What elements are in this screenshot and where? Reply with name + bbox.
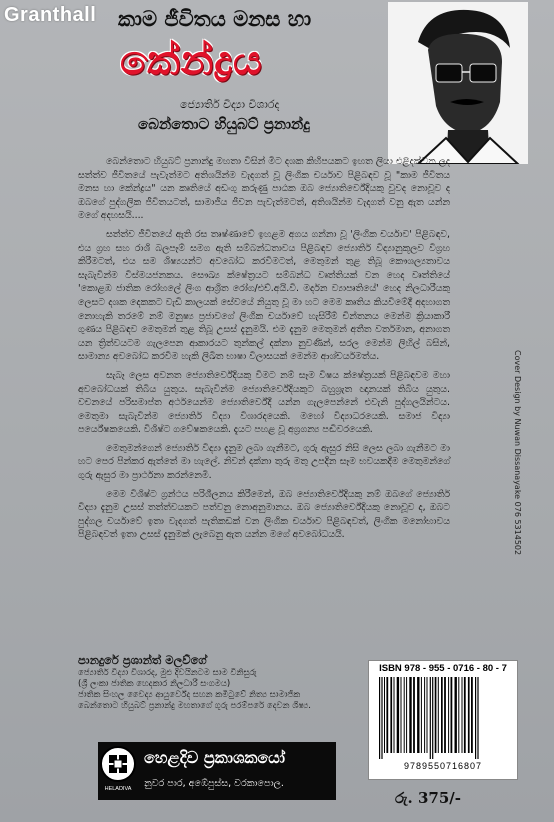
barcode-bar — [462, 677, 463, 753]
barcode-bar — [427, 677, 428, 753]
logo-wordmark: HELADIVA — [104, 786, 132, 792]
barcode-bar — [401, 677, 402, 753]
barcode-bar — [379, 677, 380, 759]
reviewer-credential: බෙන්තොට හියුබට් ප්‍රනාන්දු මහතාගේ ගුරු පරම්පරේ දෙවන ශිෂ්‍ය. — [78, 701, 311, 711]
barcode-bar — [458, 677, 459, 753]
author-portrait — [388, 2, 528, 164]
publisher-logo — [98, 745, 138, 793]
barcode-bar — [441, 677, 443, 753]
blurb-paragraph: මෙම විශිෂ්ට ග්‍රන්ථය පරිශීලනය කිරීමෙන්, ඔබ ජ්‍යොතිර්වේදියකු නම් ඔබගේ ජ්‍යොතිර් විද්‍යා දැනුම උසස් තත්ත්වයකට පත්වනු නොඅනුමානය. ඔබ ජ්‍යොතිර්වේදියකු නොවූව ද, ඔබට පුද්ගල චර්යාවේ ඉතා වැදගත් පැතිකඩක් වන ලිංගික චර්යාව පිළිබඳවත්, ලිංගික මනෝභාවය පිළිබඳවත් ඉතා උසස් දැනුමක් ලැබෙනු ඇත යන්න මගේ අවබෝධයයි. — [78, 488, 450, 541]
barcode-bar — [464, 677, 466, 753]
barcode-bar — [475, 677, 476, 759]
barcode-bar — [390, 677, 392, 753]
site-watermark: Granthall — [4, 4, 97, 26]
price-label: රු. 375/- — [395, 789, 461, 807]
barcode-bar — [409, 677, 411, 753]
barcode-bar — [451, 677, 453, 753]
barcode-bar — [468, 677, 470, 753]
cover-design-credit: Cover Design by Nuwan Dissanayake 076 5314502 — [513, 350, 522, 556]
blurb-paragraph: මෙතුමන්ගෙන් ජ්‍යොතිර් විද්‍යා දැනුම ලබා ගැනීමට, ගුරු ඇසුර නිසි ලෙස ලබා ගැනීමට මා හට පෙර පින්කර ඇත්තේ මා හැලේ. නිවන් දක්නා තුරු මතු උපදින සෑම භවයකදීම මෙතුමන්ගේ ගුරු ඇසුර මා ප්‍රාර්ථනා කරන්නෙමි. — [78, 442, 450, 482]
blurb-text — [78, 155, 450, 547]
barcode-icon — [377, 677, 509, 759]
barcode-bar — [384, 677, 385, 753]
barcode-bar — [417, 677, 419, 753]
publisher-address: නුවර පාර, අඹේපුස්ස, වරකාපොල. — [144, 778, 284, 789]
blurb-paragraph: සැබෑ ලෙස අවනත ජ්‍යොතිර්වේදියකු වීමට නම් සෑම විෂය ක්ෂේත්‍රයක් පිළිබඳවම මහා අවබෝධයක් තිබිය යුතුය. සැබැවින්ම ජ්‍යොතිර්වේදියකුට බහුශ්‍රැත ඥානයක් තිබිය යුතුය. වචනයේ පරිසමාප්ත අර්ථයෙන්ම ජ්‍යොතිර්වේදී යන්න ගැලපෙන්නේ එවැනි පුද්ගලයින්ටය. මෙතුමා සැබැවින්ම ජ්‍යොතිර් විද්‍යා විශාරදයෙකි. මහෝ විද්‍යාධරයෙකි. සමාජ විද්‍යා පර්යේෂකයෙකි. විශිෂ්ට ගවේෂකයෙකි. දැයට පහළ වූ අග්‍රගන්‍ය පඬිවරයෙකි. — [78, 369, 450, 436]
author-name: බෙන්තොට හියුබට් ප්‍රනාන්දු — [138, 115, 310, 133]
publisher-name: හෙළදිව ප්‍රකාශකයෝ — [144, 748, 286, 767]
book-title: කේන්ද්‍රය — [120, 38, 263, 84]
barcode-bar — [397, 677, 399, 753]
reviewer-credential: ජාතික සිංහල වෛද්‍ය ආයුර්වේද සහන කමිටුවේ නිත්‍ය සාමාජික — [78, 690, 301, 700]
barcode-bar — [386, 677, 388, 753]
barcode-bar — [477, 677, 478, 759]
barcode-bar — [444, 677, 446, 753]
barcode-bar — [394, 677, 395, 753]
barcode-bar — [421, 677, 422, 753]
portrait-sketch-icon — [388, 2, 528, 164]
barcode-bar — [413, 677, 415, 753]
barcode-bar — [471, 677, 473, 753]
barcode-bar — [432, 677, 433, 759]
barcode-bar — [404, 677, 405, 753]
barcode-bar — [435, 677, 437, 753]
author-qualification: ජ්‍යොතිර් විද්‍යා විශාරද — [180, 98, 280, 111]
book-subtitle: කාම ජීවිතය මනස හා — [118, 6, 312, 31]
barcode-bar — [424, 677, 425, 753]
blurb-paragraph: සත්ත්ව ජීවිතයේ ඇති රස තෘෂ්ණාවේ ඉහළම අගය ගන්නා වූ 'ලිංගික චර්යාව' පිළිබඳව, එය ග්‍රහ සහ රාශි බලපෑම් සමග ඇති සම්බන්ධතාවය පිළිබඳව ජ්‍යොතිර් විද්‍යානුකූලව විග්‍රහ කිරීමටත්, එය සම ශිෂ්‍යයන්ට අවබෝධ කරවීමටත්, මෙතුමන් තුළ තිබූ කෞශල්‍යතාවය සැබැවින්ම විස්මයජනකය. සෞඛ්‍ය ක්ෂේත්‍රයට සම්බන්ධ වෘත්තියක් වන හෙද වෘත්තියේ 'කොළඹ ජාතික රෝහලේ ලිංග ආශ්‍රිත රෝග/එච්.අයි.වී. මර්දන ව්‍යාපෘතියේ' හෙද නිලධාරීයකු ලෙසට දශක දෙකකට වැඩි කාලයක් සේවයේ නියුතු වූ මා හට මෙම කෘතිය කියවීමේදී අදහාගත නොහැකි තරමේ නම් මනුෂ්‍ය ප්‍රජාවගේ ලිංගික චර්යාවේ හැසිරීම් චින්තනය මෙන්ම ක්‍රියාකාරී ගුණය පිළිබඳව මෙතුමන් තුළ තිබූ උසස් දැනුමයි. එම දැනුම මෙතුමන් අතීත වර්තමාන, අනාගත යන ත්‍රිත්වයටම ගැලපෙන ආකාරයට තුන්කල් දක්නා නුවණින්, සරල මෙන්ම ලිහිල් බසින්, සාමාන්‍ය අවබෝධ කරවීම හැකි ලිඛිත භාෂා විලාසයක් මෙන්ම ආශ්චර්යමත්ය. — [78, 228, 450, 363]
barcode-bar — [455, 677, 457, 753]
blurb-paragraph: බෙන්තොට හියුබට් ප්‍රනාන්දු මහතා විසින් මීට දශක කිහිපයකට ඉහත ලියා එළිදක්වන ලද සත්ත්ව ජීවිතයේ පැවැත්මට අතිශයින්ම වැදගත් වූ ලිංගික චර්යාව පිළිබඳව වූ "කාම ජීවිතය මනස හා කේන්ද්‍රය" යන කෘතියේ අඩංගු කරුණු පාඨක ඔබ ජ්‍යොතිර්වේදියකු වුවද නොවූව ද ඔබගේ පුද්ගලික ජීවිතයටත්, සාමාජීය ජීවන පැවැත්මටත්, අතිශයින්ම වැදගත් වනු ඇත යන්න මගේ අදහසයි.... — [78, 156, 450, 222]
reviewer-credential: (ශ්‍රී ලංකා ජාතික හෙදකාර නිලධාරී සංගමය) — [78, 679, 231, 689]
barcode-bar — [406, 677, 407, 753]
barcode-bar — [438, 677, 439, 753]
isbn-label: ISBN 978 - 955 - 0716 - 80 - 7 — [379, 663, 507, 674]
barcode-number: 9789550716807 — [403, 761, 483, 771]
reviewer-credential: ජ්‍යොතිර් විද්‍යා විශාරද, මුළු දිවයිනටම සාම විනිසුරු — [78, 668, 257, 678]
reviewer-signature — [78, 655, 328, 712]
reviewer-name: පානදුරේ ප්‍රශාන්ත් මලව්ගේ — [78, 653, 207, 667]
barcode-bar — [448, 677, 449, 753]
isbn-barcode — [368, 660, 518, 780]
barcode-bar — [381, 677, 382, 759]
barcode-bar — [430, 677, 431, 759]
